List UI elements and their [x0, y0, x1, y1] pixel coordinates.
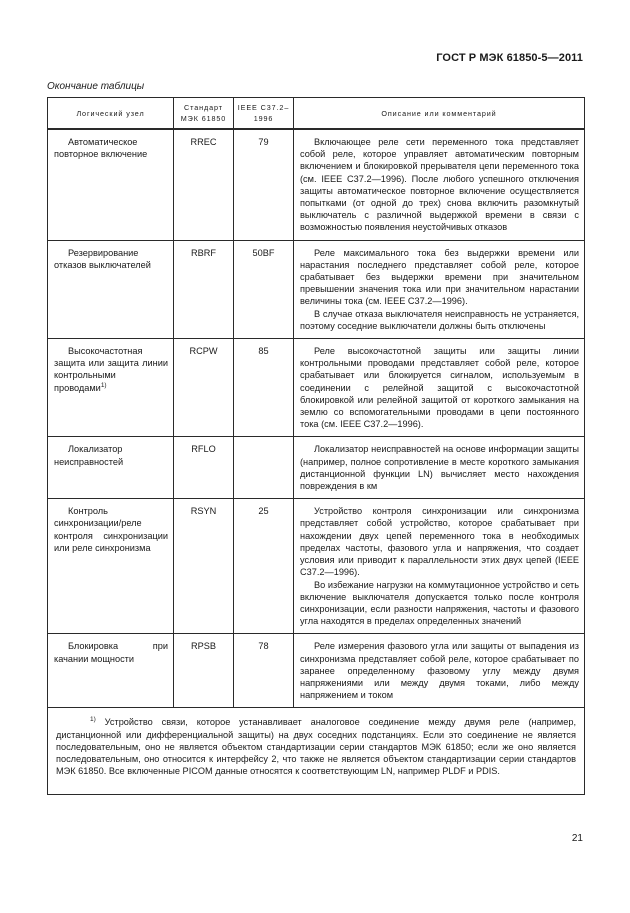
row-node: Автоматическое повторное включение: [48, 129, 174, 240]
row-iec-code: RCPW: [174, 339, 234, 437]
row-node-text: Высокочастотная защита или защита линии контрольными проводами: [54, 346, 168, 393]
row-iec-code: RSYN: [174, 499, 234, 634]
col-header-ieee: IEEE C37.2–1996: [234, 98, 294, 130]
standard-header: ГОСТ Р МЭК 61850-5—2011: [436, 52, 583, 64]
footnote-mark: 1): [90, 716, 96, 724]
logical-nodes-table: [47, 97, 585, 795]
footnote-paragraph: [56, 716, 576, 777]
description-paragraph: Локализатор неисправностей на основе информации защиты (например, полное сопротивление в месте короткого замыкания дистанционной функции LN) вычисляет место нахождения повреждения в км: [300, 444, 579, 492]
table-header-row: [48, 98, 585, 130]
description-paragraph: Реле высокочастотной защиты или защиты линии контрольными проводами представляет собой реле, которое срабатывает или блокируется сигналом, используемым в соединении с релейной защитой с высокочастотной блокировкой или релейной защитой от короткого замыкания на землю со вспомогательными проводами в цепи постоянного тока (см. IEEE C37.2—1996).: [300, 346, 579, 430]
row-iec-code: RBRF: [174, 240, 234, 338]
row-iec-code: RPSB: [174, 634, 234, 708]
col-header-node: Логический узел: [48, 98, 174, 130]
table-row: [48, 129, 585, 240]
row-description: [294, 499, 585, 634]
row-description: [294, 129, 585, 240]
description-paragraph: Включающее реле сети переменного тока представляет собой реле, которое управляет автоматическим повторным включением и блокировкой прерывателя цепи переменного тока (см. IEEE C37.2—1996). После любого успешного отключения защиты автоматическое повторное включение осуществляется попытками (от одной до трех) снова включить разомкнутый выключатель с различной выдержкой времени в связи с возможностью появления неустойчивых отказов: [300, 137, 579, 233]
row-node: Резервирование отказов выключателей: [48, 240, 174, 338]
row-node: Контроль синхронизации/реле контроля синхронизации или реле синхронизма: [48, 499, 174, 634]
row-iec-code: RFLO: [174, 437, 234, 499]
row-description: [294, 240, 585, 338]
row-node: Локализатор неисправностей: [48, 437, 174, 499]
footnote-mark: 1): [100, 381, 107, 389]
table-caption: Окончание таблицы: [47, 81, 145, 92]
table-row: [48, 499, 585, 634]
row-ieee-code: 25: [234, 499, 294, 634]
table-row: [48, 240, 585, 338]
description-paragraph: Устройство контроля синхронизации или синхронизма представляет собой устройство, которое срабатывает при нахождении двух цепей переменного тока в необходимых пределах частоты, фазового угла и напряжения, что создает условия или приводит к параллельности этих двух цепей (IEEE C37.2—1996).: [300, 506, 579, 578]
row-ieee-code: [234, 437, 294, 499]
table-row: [48, 437, 585, 499]
table-row: [48, 339, 585, 437]
row-description: [294, 339, 585, 437]
row-description: [294, 437, 585, 499]
table-row: [48, 634, 585, 708]
row-node: Блокировка при качании мощности: [48, 634, 174, 708]
row-iec-code: RREC: [174, 129, 234, 240]
row-ieee-code: 85: [234, 339, 294, 437]
row-node: [48, 339, 174, 437]
description-paragraph: Реле измерения фазового угла или защиты от выпадения из синхронизма представляет собой реле, которое срабатывает по заранее определенному фазовому углу между двумя напряжениями или между двумя токами, либо между напряжением и током: [300, 641, 579, 701]
col-header-description: Описание или комментарий: [294, 98, 585, 130]
row-ieee-code: 78: [234, 634, 294, 708]
col-header-iec: Стандарт МЭК 61850: [174, 98, 234, 130]
description-paragraph: Реле максимального тока без выдержки времени или нарастания последнего представляет собой реле, которое срабатывает без выдержки времени при значительном превышении значения тока или при значительном нарастании величины тока (см. IEEE C37.2—1996).: [300, 247, 579, 307]
footnote-text: Устройство связи, которое устанавливает аналоговое соединение между двумя реле (например, дистанционной или дифференциальной защиты) на двух соседних подстанциях. Если это соединение не является последовательным, оно не является объектом стандартизации серии стандартов МЭК 61850; если же оно является последовательным, оно относится к интерфейсу 2, что также не является объектом стандартизации серии стандартов МЭК 61850. Все включенные PICOM данные относятся к соответствующим LN, например PLDF и PDIS.: [56, 717, 576, 777]
row-ieee-code: 79: [234, 129, 294, 240]
description-paragraph: Во избежание нагрузки на коммутационное устройство и сеть включение выключателя допускается только после контроля синхронизации, если разности напряжения, частоты и фазового угла находятся в пределах определенных значений: [300, 579, 579, 627]
page-number: 21: [571, 833, 583, 844]
footnote-row: [48, 708, 585, 795]
row-ieee-code: 50BF: [234, 240, 294, 338]
row-description: [294, 634, 585, 708]
table-footnote: [48, 708, 585, 795]
description-paragraph: В случае отказа выключателя неисправность не устраняется, поэтому соседние выключатели должны быть отключены: [300, 308, 579, 331]
